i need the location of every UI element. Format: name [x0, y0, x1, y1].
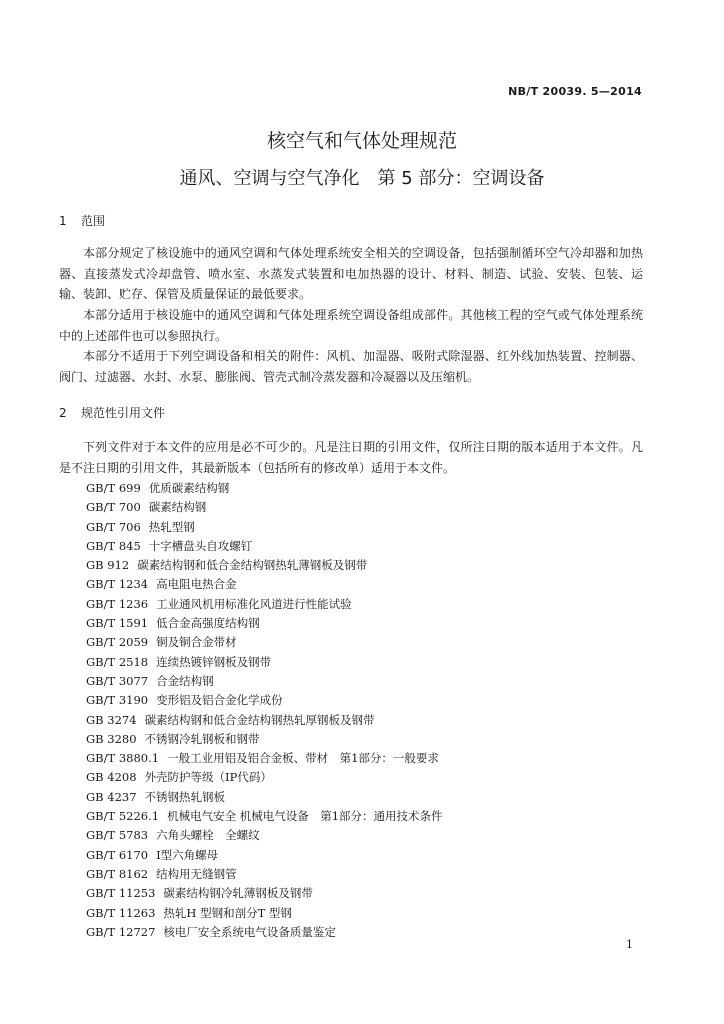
reference-code: GB/T 6170	[86, 847, 149, 862]
reference-title: I型六角螺母	[156, 847, 219, 862]
reference-title: 合金结构钢	[156, 673, 214, 688]
reference-code: GB/T 1234	[86, 577, 149, 592]
reference-list	[86, 479, 443, 942]
reference-code: GB 912	[86, 558, 130, 573]
reference-item	[86, 556, 443, 575]
reference-code: GB/T 11263	[86, 905, 156, 920]
page-number: 1	[626, 938, 633, 951]
reference-title: 不锈钢冷轧钢板和钢带	[144, 731, 260, 746]
reference-code: GB 4237	[86, 789, 137, 804]
reference-item	[86, 672, 443, 691]
reference-item	[86, 711, 443, 730]
reference-title: 碳素结构钢	[148, 500, 207, 515]
reference-title: 热轧型钢	[148, 519, 195, 534]
reference-code: GB/T 699	[86, 481, 141, 495]
scope-paragraph-2: 本部分适用于核设施中的通风空调和气体处理系统空调设备组成部件。其他核工程的空气或气体处理系统中的上述部件也可以参照执行。	[59, 308, 643, 343]
reference-title: 低合金高强度结构钢	[156, 616, 260, 631]
scope-paragraph-3: 本部分不适用于下列空调设备和相关的附件：风机、加湿器、吸附式除湿器、红外线加热装置、控制器、阀门、过滤器、水封、水泵、膨胀阀、管壳式制冷蒸发器和冷凝器以及压缩机。	[59, 349, 643, 384]
reference-item	[86, 633, 443, 652]
reference-title: 变形铝及铝合金化学成份	[156, 693, 283, 708]
section-heading-normative-references	[59, 404, 165, 421]
reference-code: GB/T 706	[86, 519, 141, 534]
reference-title: 优质碳素结构钢	[148, 481, 230, 495]
reference-item	[86, 807, 443, 826]
reference-title: 外壳防护等级（IP代码）	[144, 770, 272, 785]
document-subtitle: 通风、空调与空气净化 第 5 部分：空调设备	[179, 168, 545, 189]
reference-item	[86, 518, 443, 537]
reference-code: GB/T 3190	[86, 693, 149, 708]
reference-item	[86, 595, 443, 614]
reference-title: 机械电气安全 机械电气设备 第1部分：通用技术条件	[167, 809, 443, 824]
reference-title: 铜及铜合金带材	[156, 635, 237, 650]
reference-item	[86, 846, 443, 865]
reference-code: GB/T 2518	[86, 654, 149, 669]
reference-code: GB/T 8162	[86, 866, 149, 881]
reference-item	[86, 749, 443, 768]
reference-item	[86, 691, 443, 710]
reference-item	[86, 575, 443, 594]
reference-item	[86, 865, 443, 884]
reference-code: GB/T 5226.1	[86, 809, 160, 824]
reference-item	[86, 653, 443, 672]
reference-code: GB 3274	[86, 712, 137, 727]
reference-code: GB/T 1591	[86, 616, 149, 631]
reference-title: 高电阻电热合金	[156, 577, 237, 592]
section-number: 1	[59, 214, 67, 228]
reference-code: GB/T 1236	[86, 596, 149, 611]
reference-title: 工业通风机用标准化风道进行性能试验	[156, 596, 352, 611]
reference-title: 六角头螺栓 全螺纹	[156, 828, 260, 843]
scope-paragraph-1: 本部分规定了核设施中的通风空调和气体处理系统安全相关的空调设备，包括强制循环空气冷却器和加热器、直接蒸发式冷却盘管、喷水室、水蒸发式装置和电加热器的设计、材料、制造、试验、安装、包装、运输、装卸、贮存、保管及质量保证的最低要求。	[59, 246, 643, 301]
reference-item	[86, 498, 443, 517]
section-number: 2	[59, 406, 67, 420]
reference-code: GB/T 5783	[86, 828, 149, 843]
reference-title: 热轧H 型钢和剖分T 型钢	[163, 905, 292, 920]
reference-item	[86, 768, 443, 787]
reference-item	[86, 537, 443, 556]
reference-item	[86, 884, 443, 903]
reference-item	[86, 826, 443, 845]
reference-title: 碳素结构钢冷轧薄钢板及钢带	[163, 886, 313, 901]
reference-code: GB/T 845	[86, 538, 141, 553]
document-title: 核空气和气体处理规范	[266, 130, 457, 152]
reference-item	[86, 904, 443, 923]
normative-intro: 下列文件对于本文件的应用是必不可少的。凡是注日期的引用文件，仅所注日期的版本适用于本文件。凡是不注日期的引用文件，其最新版本（包括所有的修改单）适用于本文件。	[59, 440, 643, 475]
reference-title: 碳素结构钢和低合金结构钢热轧薄钢板及钢带	[137, 558, 368, 573]
reference-title: 核电厂安全系统电气设备质量鉴定	[163, 924, 336, 939]
reference-code: GB/T 3077	[86, 673, 149, 688]
reference-code: GB/T 12727	[86, 924, 156, 939]
reference-code: GB/T 11253	[86, 886, 156, 901]
reference-item	[86, 614, 443, 633]
reference-code: GB/T 700	[86, 500, 141, 515]
reference-title: 碳素结构钢和低合金结构钢热轧厚钢板及钢带	[144, 712, 375, 727]
reference-code: GB/T 3880.1	[86, 751, 160, 766]
reference-item	[86, 730, 443, 749]
reference-code: GB 4208	[86, 770, 137, 785]
reference-item	[86, 479, 443, 498]
section-heading-scope	[59, 212, 105, 229]
reference-title: 结构用无缝钢管	[156, 866, 237, 881]
section-title: 范围	[81, 214, 106, 228]
section-title: 规范性引用文件	[81, 406, 166, 420]
reference-title: 一般工业用铝及铝合金板、带材 第1部分：一般要求	[167, 751, 439, 766]
reference-code: GB 3280	[86, 731, 137, 746]
reference-title: 连续热镀锌钢板及钢带	[156, 654, 272, 669]
reference-code: GB/T 2059	[86, 635, 149, 650]
standard-code: NB/T 20039. 5—2014	[508, 85, 642, 98]
reference-title: 不锈钢热轧钢板	[144, 789, 226, 804]
reference-item	[86, 923, 443, 942]
reference-item	[86, 788, 443, 807]
reference-title: 十字槽盘头自攻螺钉	[148, 538, 253, 553]
